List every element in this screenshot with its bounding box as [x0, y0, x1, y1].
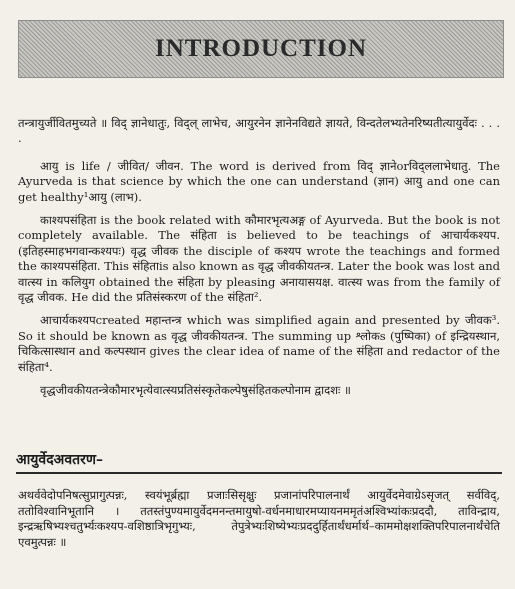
paragraph-4-colophon: वृद्धजीवकीयतन्त्रेकौमारभृत्येवात्स्यप्रतिसंस्कृतेकल्पेषुसंहितकल्पोनाम द्वादशः ॥: [40, 383, 351, 398]
section-verse: अथर्ववेदोपनिषत्सुप्रागुत्पन्नः, स्वयंभूर्ब्रह्मा प्रजाःसिसृक्षुः प्रजानांपरिपालनार्थं आयुर्वेदमेवाग्रेऽसृजत् सर्वविद्, ततोविश्वानिभूतानि । ततस्तंपुण्यमायुर्वेदमनन्तमायुषो-वर्धनमाधारमप्यायनममृतंअश्विभ्यांकःप्रददौ, ताविन्द्राय, इन्द्रऋषिभ्यश्चतुर्भ्यःकश्यप-वशिष्ठात्रिभृगुभ्यः, तेपुत्रेभ्यःशिष्येभ्यःप्रददुर्हितार्थंधर्मार्थ–काममोक्षशक्तिपरिपालनार्थंचेति एवमुत्पन्नः ॥: [18, 488, 500, 549]
title-banner: [18, 20, 504, 78]
page-title: INTRODUCTION: [154, 35, 368, 62]
section-heading: आयुर्वेदअवतरण–: [16, 450, 502, 474]
paragraph-1: आयु is life / जीवित/ जीवन. The word is derived from विद् ज्ञानेorविद्ललाभेधातु. The Ayurveda is that science by which the one can understand (ज्ञान) आयु and one can get healthy¹आयु (लाभ).: [18, 158, 500, 204]
paragraph-2: काश्यपसंहिता is the book related with कौमारभृत्यअङ्ग of Ayurveda. But the book is not completely available. The संहिता is believed to be teachings of आचार्यकश्यप. (इतिहस्माहभगवान्कश्यपः) वृद्ध जीवक the disciple of कश्यप wrote the teachings and formed the काश्यपसंहिता. This संहिताis also known as वृद्ध जीवकीयतन्त्र. Later the book was lost and वात्स्य in कलियुग obtained the संहिता by pleasing अनायासयक्ष. वात्स्य was from the family of वृद्ध जीवक. He did the प्रतिसंस्करण of the संहिता².: [18, 213, 500, 305]
intro-verse: तन्त्रायुर्जीवितमुच्यते ॥ विद् ज्ञानेधातुः, विद्ल् लाभेच, आयुरनेन ज्ञानेनविद्यते ज्ञायते, विन्दतेलभ्यतेनरिष्यतीत्यायुर्वेदः . . . .: [18, 116, 500, 146]
paragraph-3: आचार्यकश्यपcreated महान्तन्त्र which was simplified again and presented by जीवक³. So it should be known as वृद्ध जीवकीयतन्त्र. The summing up श्लोकs (पुष्पिका) of इन्द्रियस्थान, चिकित्सास्थान and कल्पस्थान gives the clear idea of name of the संहिता and redactor of the संहिता⁴.: [18, 313, 500, 374]
intro-body: [18, 116, 500, 407]
